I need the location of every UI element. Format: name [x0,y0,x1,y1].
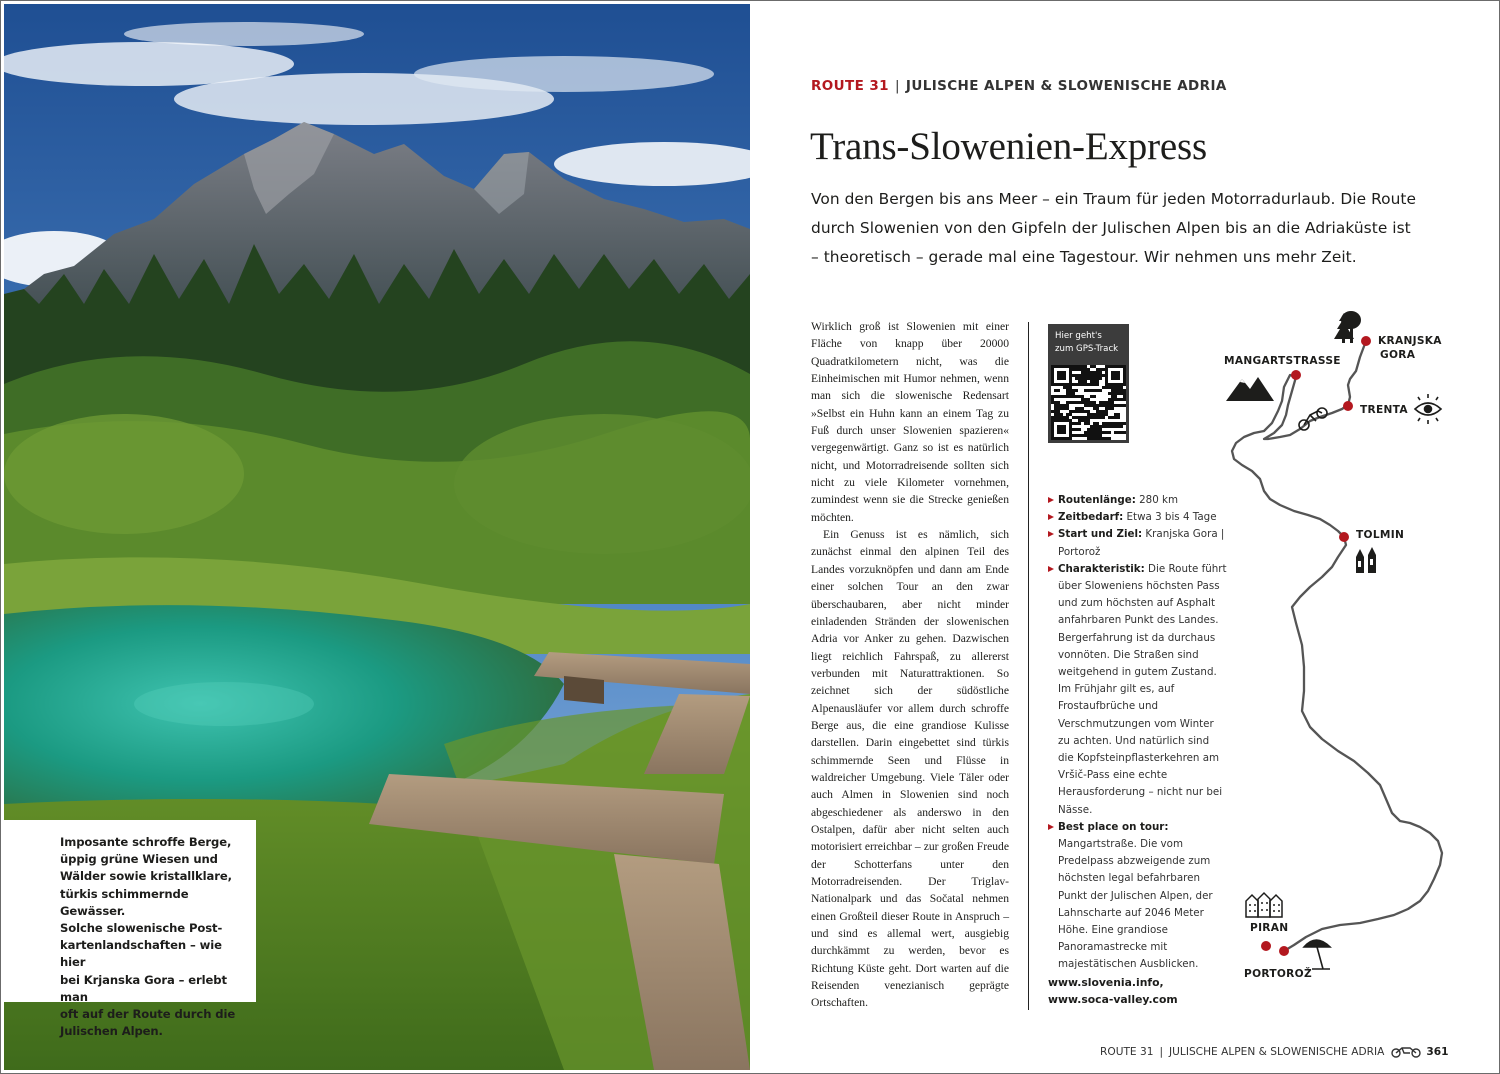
fact-value: Die Route führt über Sloweniens höchsten Pass und zum höchsten auf Asphalt anfahrbaren Punkt des Landes. Bergerfahrung ist da durchaus vonnöten. Die Straßen sind weitgehend in gutem Zustand. Im Frühjahr gilt es, auf Frostaufbrüche und Verschmutzungen vom Winter zu achten. Und natürlich sind die Kopfsteinpflasterkehren am Vršič-Pass eine echte Herausforderung – nicht nur bei Nässe. [1058,562,1227,816]
fact-label: Charakteristik: [1058,562,1145,575]
marker-mangartstrasse[interactable] [1291,370,1301,380]
route-region: JULISCHE ALPEN & SLOWENISCHE ADRIA [905,78,1227,94]
marker-piran[interactable] [1261,941,1271,951]
fact-item [1048,819,1228,974]
fact-value: 280 km [1135,494,1179,506]
body-paragraph: Wirklich groß ist Slowenien mit einer Fläche von knapp über 20000 Quadratkilometern nicht, was die Einheimischen mit Humor nehmen, wenn man sich die slowenische Redensart »Selbst ein Huhn kann an einem Tag zu Fuß durch unser Slowenien spazieren« vergegenwärtigt. Ganz so ist es natürlich nicht, und Motorradreisende sollten sich nicht zu viele Kilometer vornehmen, zumindest wenn sie die Strecke genießen möchten. [811,320,1009,524]
church-towers-icon [1356,547,1376,573]
photo-caption-box [4,820,256,1039]
marker-trenta[interactable] [1343,401,1353,411]
label-kranjska: KRANJSKA [1378,335,1442,347]
label-piran: PIRAN [1250,922,1289,934]
label-trenta: TRENTA [1360,404,1408,416]
column-divider [1028,322,1029,1010]
page-number: 361 [1426,1046,1449,1058]
page-footer [1100,1044,1448,1058]
fact-value: Mangartstraße. Die vom Predelpass abzweigende zum höchsten legal befahrbaren Punkt der Julischen Alpen, der Lahnscharte auf 2046 Meter Höhe. Eine grandiose Panoramastrecke mit majestätischen Ausblicken. [1058,838,1213,971]
article-body [811,318,1009,1012]
article-title: Trans-Slowenien-Express [810,125,1207,168]
fact-item [1048,492,1228,509]
link-slovenia[interactable]: www.slovenia.info, [1048,976,1164,989]
route-number: ROUTE 31 [811,78,889,94]
fact-label: Start und Ziel: [1058,528,1143,541]
marker-portoroz[interactable] [1279,946,1289,956]
label-tolmin: TOLMIN [1356,529,1405,541]
route-header [811,78,1227,94]
footer-separator: | [1159,1046,1164,1058]
photo-caption: Imposante schroffe Berge, üppig grüne Wiesen und Wälder sowie kristallklare, türkis schimmernde Gewässer. Solche slowenische Post- kartenlandschaften – wie hier bei Krjanska Gora – erlebt man oft auf der Route durch die Julischen Alpen. [60,835,236,1039]
motorcycle-icon [1390,1044,1422,1058]
fact-item [1048,561,1228,819]
route-map [1220,305,1460,985]
fact-label: Best place on tour: [1058,820,1169,833]
eye-icon [1415,394,1441,424]
fact-value: Kranjska Gora | Portorož [1058,528,1225,558]
label-portoroz: PORTOROŽ [1244,968,1312,980]
trees-icon [1334,311,1361,343]
label-gora: GORA [1380,349,1416,361]
gps-qr-code[interactable] [1048,362,1129,443]
label-mangartstrasse: MANGARTSTRASSE [1224,355,1341,367]
header-separator: | [894,78,900,94]
route-facts [1048,492,1228,974]
fact-label: Zeitbedarf: [1058,511,1124,524]
beach-umbrella-icon [1304,940,1330,969]
qr-code-icon [1051,365,1126,440]
info-links [1048,974,1178,1009]
footer-route: ROUTE 31 [1100,1046,1154,1058]
marker-tolmin[interactable] [1339,532,1349,542]
link-soca-valley[interactable]: www.soca-valley.com [1048,993,1178,1007]
fact-item [1048,509,1228,526]
body-paragraph: Ein Genuss ist es nämlich, sich zunächst einmal den alpinen Teil des Landes vorzuknöpfen und dann am Ende einer solchen Tour an den zwar überschaubaren, aber nicht minder einladenden Stränden der slowenischen Adria vor Anker zu gehen. Dazwischen liegt reichlich Fahrspaß, zu allererst verbunden mit Naturattraktionen. So zeichnet sich der südöstliche Alpenausläufer vor allem durch schroffe Berge aus, die eine grandiose Kulisse darstellen. Darin eingebettet sind türkis schimmernde Seen und Flüsse in waldreicher Umgebung. Viele Täler oder auch Almen in Slowenien sind noch abgeschiedener als anderswo in den Ostalpen, dafür aber nicht selten auch motorisiert erreichbar – zur großen Freude der Schotterfans unter den Motorradreisenden. Der Triglav-Nationalpark und das Sočatal nehmen einen Großteil dieser Route in Anspruch – und sind es allemal wert, ausgiebig durchkämmt zu werden, bevor es Richtung Küste geht. Dort warten auf die Reisenden venezianisch geprägte Ortschaften. [811,528,1009,1010]
mountains-icon [1226,377,1274,401]
buildings-icon [1246,893,1282,917]
fact-value: Etwa 3 bis 4 Tage [1123,511,1217,524]
footer-region: JULISCHE ALPEN & SLOWENISCHE ADRIA [1169,1046,1385,1058]
marker-kranjska-gora[interactable] [1361,336,1371,346]
route-line [1232,341,1442,951]
article-lead: Von den Bergen bis ans Meer – ein Traum für jeden Motorradurlaub. Die Route durch Slowenien von den Gipfeln der Julischen Alpen bis an die Adriaküste ist – theoretisch – gerade mal eine Tagestour. Wir nehmen uns mehr Zeit. [811,190,1417,266]
gps-track-label: Hier geht's zum GPS-Track [1048,324,1129,366]
fact-label: Routenlänge: [1058,494,1136,506]
fact-item [1048,526,1228,560]
